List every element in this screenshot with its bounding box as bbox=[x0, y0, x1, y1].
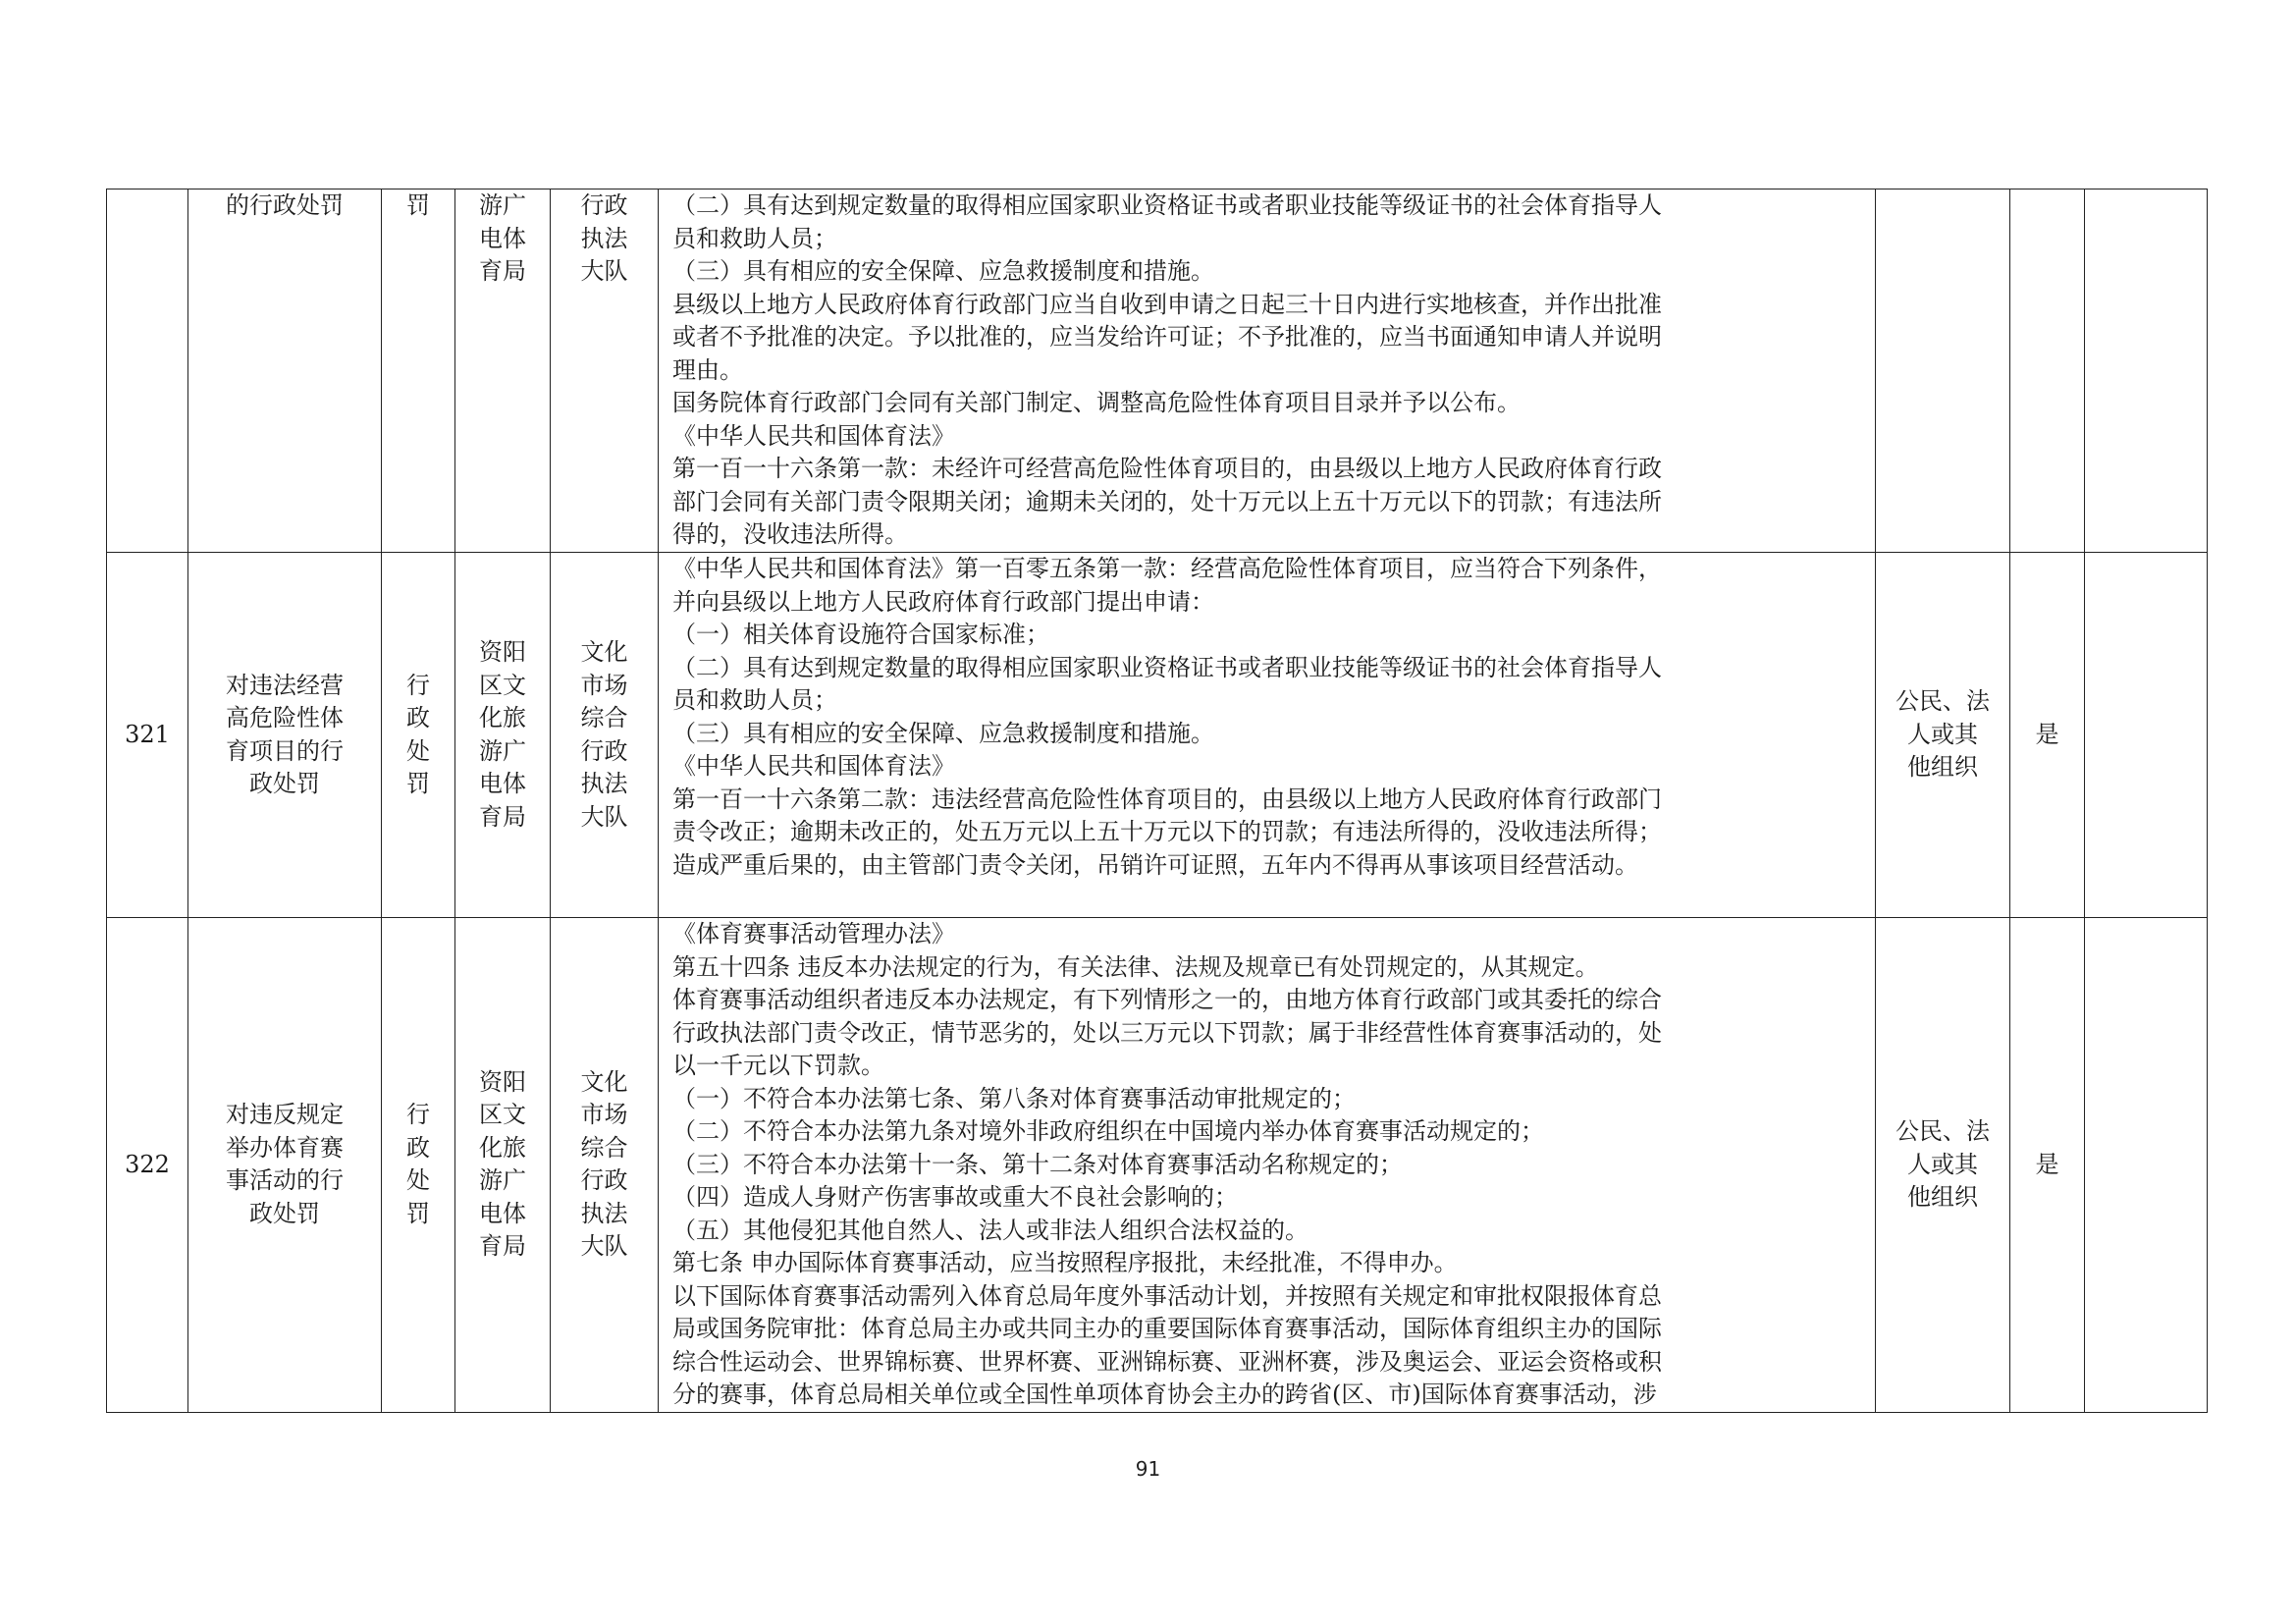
enforcement-unit-cell bbox=[551, 553, 659, 918]
legal-basis-line: 部门会同有关部门责令限期关闭；逾期未关闭的，处十万元以上五十万元以下的罚款；有违法所 bbox=[672, 487, 1662, 515]
legal-basis-line: （二）具有达到规定数量的取得相应国家职业资格证书或者职业技能等级证书的社会体育指导人 bbox=[672, 191, 1662, 219]
legal-basis-line: 分的赛事，体育总局相关单位或全国性单项体育协会主办的跨省(区、市)国际体育赛事活动，涉 bbox=[672, 1380, 1657, 1408]
legal-basis-line: （五）其他侵犯其他自然人、法人或非法人组织合法权益的。 bbox=[672, 1216, 1308, 1244]
legal-basis-line: （四）造成人身财产伤害事故或重大不良社会影响的； bbox=[672, 1183, 1238, 1211]
legal-basis-line: 第七条 申办国际体育赛事活动，应当按照程序报批，未经批准，不得申办。 bbox=[672, 1249, 1458, 1276]
item-name-line: 政处罚 bbox=[249, 770, 320, 797]
seq-cell: 322 bbox=[107, 918, 188, 1413]
legal-basis-line: 国务院体育行政部门会同有关部门制定、调整高危险性体育项目目录并予以公布。 bbox=[672, 389, 1521, 416]
department-line: 电体 bbox=[479, 224, 526, 252]
department-line: 区文 bbox=[479, 1101, 526, 1129]
legal-basis-line: 局或国务院审批：体育总局主办或共同主办的重要国际体育赛事活动，国际体育组织主办的国际 bbox=[672, 1315, 1662, 1342]
page-number: 91 bbox=[1135, 1457, 1161, 1481]
legal-basis-line: 责令改正；逾期未改正的，处五万元以上五十万元以下的罚款；有违法所得的，没收违法所得； bbox=[672, 818, 1662, 845]
action-type-line: 政 bbox=[406, 704, 430, 731]
table-row bbox=[107, 553, 2208, 918]
seq-cell bbox=[107, 189, 188, 553]
flag-cell bbox=[2010, 189, 2085, 553]
department-line: 化旅 bbox=[479, 704, 526, 731]
department-cell bbox=[455, 553, 551, 918]
item-name-line: 对违反规定 bbox=[226, 1101, 344, 1129]
table-row bbox=[107, 918, 2208, 1413]
legal-basis-line: 《体育赛事活动管理办法》 bbox=[672, 920, 955, 947]
department-line: 育局 bbox=[479, 257, 526, 285]
subject-line: 公民、法 bbox=[1896, 1117, 1990, 1145]
action-type-line: 行 bbox=[406, 1101, 430, 1129]
enforcement-unit-line: 大队 bbox=[580, 802, 628, 831]
department-line: 化旅 bbox=[479, 1133, 526, 1162]
legal-basis-line: 体育赛事活动组织者违反本办法规定，有下列情形之一的，由地方体育行政部门或其委托的综合 bbox=[672, 986, 1662, 1013]
enforcement-unit-line: 文化 bbox=[580, 1067, 628, 1096]
enforcement-unit-cell bbox=[551, 189, 659, 553]
subject-line: 人或其 bbox=[1907, 720, 1978, 748]
remark-cell bbox=[2085, 918, 2208, 1413]
legal-basis-line: 县级以上地方人民政府体育行政部门应当自收到申请之日起三十日内进行实地核查，并作出批准 bbox=[672, 290, 1662, 318]
department-line: 游广 bbox=[479, 1166, 526, 1195]
department-line: 育局 bbox=[479, 1232, 526, 1261]
legal-basis-line: （三）不符合本办法第十一条、第十二条对体育赛事活动名称规定的； bbox=[672, 1150, 1403, 1178]
item-name-line: 事活动的行 bbox=[226, 1166, 344, 1195]
subject-cell bbox=[1876, 189, 2010, 553]
department-line: 游广 bbox=[479, 191, 526, 219]
legal-basis-line: （三）具有相应的安全保障、应急救援制度和措施。 bbox=[672, 719, 1214, 747]
enforcement-unit-line: 执法 bbox=[580, 770, 628, 797]
legal-basis-line: 第一百一十六条第二款：违法经营高危险性体育项目的，由县级以上地方人民政府体育行政部门 bbox=[672, 785, 1662, 813]
legal-basis-line: 造成严重后果的，由主管部门责令关闭，吊销许可证照，五年内不得再从事该项目经营活动。 bbox=[672, 850, 1638, 879]
enforcement-unit-line: 综合 bbox=[580, 1133, 628, 1162]
enforcement-unit-line: 大队 bbox=[580, 257, 628, 285]
legal-basis-line: （二）具有达到规定数量的取得相应国家职业资格证书或者职业技能等级证书的社会体育指导人 bbox=[672, 653, 1662, 681]
legal-basis-line: 员和救助人员； bbox=[672, 224, 837, 252]
enforcement-unit-line: 综合 bbox=[580, 704, 628, 731]
action-type-line: 行 bbox=[406, 671, 430, 699]
legal-basis-line: 得的，没收违法所得。 bbox=[672, 520, 908, 548]
item-name-line: 对违法经营 bbox=[226, 671, 344, 699]
department-line: 资阳 bbox=[479, 1067, 526, 1096]
legal-basis-line: 综合性运动会、世界锦标赛、世界杯赛、亚洲锦标赛、亚洲杯赛，涉及奥运会、亚运会资格或积 bbox=[672, 1347, 1662, 1376]
enforcement-unit-line: 市场 bbox=[580, 671, 628, 699]
action-type-cell bbox=[382, 918, 455, 1413]
item-name-line: 育项目的行 bbox=[226, 736, 344, 765]
remark-cell bbox=[2085, 553, 2208, 918]
enforcement-unit-line: 行政 bbox=[580, 1166, 628, 1195]
legal-basis-line: 或者不予批准的决定。予以批准的，应当发给许可证；不予批准的，应当书面通知申请人并说明 bbox=[672, 323, 1662, 351]
flag-cell: 是 bbox=[2010, 553, 2085, 918]
flag-cell: 是 bbox=[2010, 918, 2085, 1413]
remark-cell bbox=[2085, 189, 2208, 553]
legal-basis-line: 行政执法部门责令改正，情节恶劣的，处以三万元以下罚款；属于非经营性体育赛事活动的，处 bbox=[672, 1018, 1662, 1047]
action-type-cell bbox=[382, 189, 455, 553]
action-type-line: 处 bbox=[406, 1166, 430, 1195]
department-line: 电体 bbox=[479, 770, 526, 797]
item-name-cell bbox=[188, 553, 382, 918]
legal-basis-line: 并向县级以上地方人民政府体育行政部门提出申请： bbox=[672, 587, 1214, 616]
subject-line: 人或其 bbox=[1907, 1150, 1978, 1178]
legal-basis-cell bbox=[659, 553, 1876, 918]
seq-cell: 321 bbox=[107, 553, 188, 918]
table-row bbox=[107, 189, 2208, 553]
subject-line: 他组织 bbox=[1907, 753, 1978, 782]
item-name-line: 政处罚 bbox=[249, 1199, 320, 1227]
action-type-line: 处 bbox=[406, 736, 430, 765]
department-line: 育局 bbox=[479, 802, 526, 831]
enforcement-unit-cell bbox=[551, 918, 659, 1413]
action-type-line: 罚 bbox=[406, 770, 430, 797]
legal-basis-line: （二）不符合本办法第九条对境外非政府组织在中国境内举办体育赛事活动规定的； bbox=[672, 1117, 1544, 1145]
legal-basis-line: 员和救助人员； bbox=[672, 686, 837, 714]
legal-basis-line: 《中华人民共和国体育法》第一百零五条第一款：经营高危险性体育项目，应当符合下列条件， bbox=[672, 555, 1662, 582]
department-line: 电体 bbox=[479, 1199, 526, 1227]
item-name-cell bbox=[188, 189, 382, 553]
subject-line: 公民、法 bbox=[1896, 687, 1990, 716]
enforcement-unit-line: 行政 bbox=[580, 736, 628, 765]
legal-basis-line: 《中华人民共和国体育法》 bbox=[672, 752, 955, 780]
legal-basis-line: （一）相关体育设施符合国家标准； bbox=[672, 621, 1049, 648]
department-line: 资阳 bbox=[479, 638, 526, 666]
item-name-line: 举办体育赛 bbox=[226, 1133, 344, 1162]
legal-basis-cell bbox=[659, 918, 1876, 1413]
department-line: 游广 bbox=[479, 736, 526, 765]
enforcement-unit-line: 文化 bbox=[580, 638, 628, 666]
enforcement-unit-line: 大队 bbox=[580, 1232, 628, 1261]
subject-cell bbox=[1876, 553, 2010, 918]
legal-basis-line: 《中华人民共和国体育法》 bbox=[672, 421, 955, 450]
legal-basis-line: 第五十四条 违反本办法规定的行为，有关法律、法规及规章已有处罚规定的，从其规定。 bbox=[672, 952, 1599, 981]
enforcement-unit-line: 执法 bbox=[580, 1199, 628, 1227]
enforcement-unit-line: 行政 bbox=[580, 191, 628, 219]
department-line: 区文 bbox=[479, 671, 526, 699]
department-cell bbox=[455, 189, 551, 553]
legal-basis-line: 以下国际体育赛事活动需列入体育总局年度外事活动计划，并按照有关规定和审批权限报体育总 bbox=[672, 1281, 1662, 1310]
legal-basis-line: （三）具有相应的安全保障、应急救援制度和措施。 bbox=[672, 257, 1214, 285]
enforcement-unit-line: 市场 bbox=[580, 1101, 628, 1129]
legal-basis-line: 理由。 bbox=[672, 355, 743, 384]
action-type-line: 罚 bbox=[406, 191, 430, 219]
legal-basis-cell bbox=[659, 189, 1876, 553]
action-type-line: 罚 bbox=[406, 1199, 430, 1227]
item-name-line: 的行政处罚 bbox=[226, 191, 344, 219]
subject-cell bbox=[1876, 918, 2010, 1413]
legal-basis-line: 以一千元以下罚款。 bbox=[672, 1052, 884, 1079]
legal-basis-line: 第一百一十六条第一款：未经许可经营高危险性体育项目的，由县级以上地方人民政府体育行政 bbox=[672, 455, 1662, 482]
action-type-cell bbox=[382, 553, 455, 918]
department-cell bbox=[455, 918, 551, 1413]
item-name-cell bbox=[188, 918, 382, 1413]
enforcement-table bbox=[106, 189, 2208, 1413]
action-type-line: 政 bbox=[406, 1133, 430, 1162]
item-name-line: 高危险性体 bbox=[226, 704, 344, 731]
enforcement-unit-line: 执法 bbox=[580, 224, 628, 252]
legal-basis-line: （一）不符合本办法第七条、第八条对体育赛事活动审批规定的； bbox=[672, 1084, 1356, 1112]
subject-line: 他组织 bbox=[1907, 1183, 1978, 1211]
